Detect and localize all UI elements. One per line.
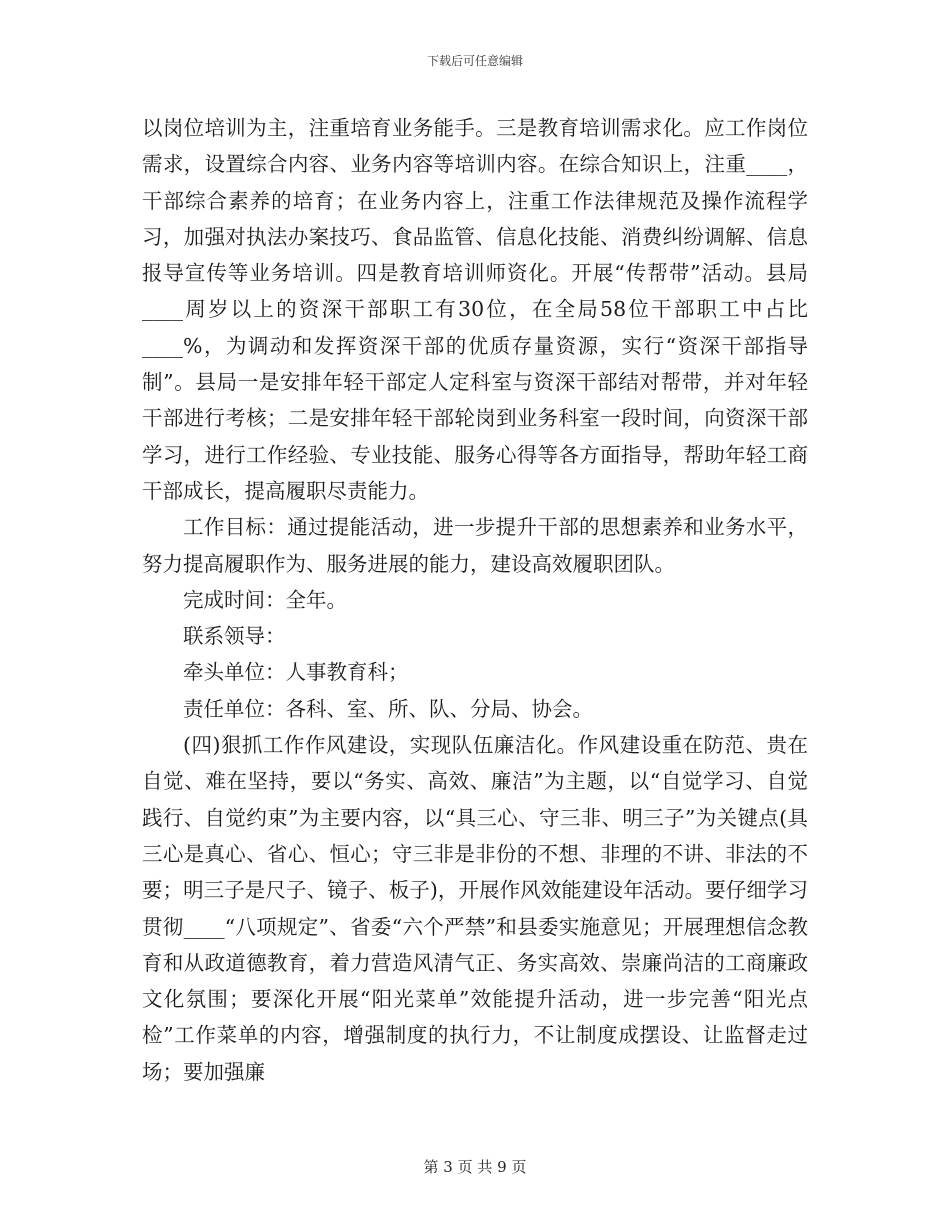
paragraph-lead-unit: 牵头单位：人事教育科； [183,660,409,685]
paragraph-completion-time: 完成时间：全年。 [183,587,347,612]
paragraph-work-goal: 工作目标：通过提能活动，进一步提升干部的思想素养和业务水平，努力提高履职作为、服务进展的能力，建设高效履职团队。 [142,515,808,576]
paragraph-training-continued: 以岗位培训为主，注重培育业务能手。三是教育培训需求化。应工作岗位需求，设置综合内容、业务内容等培训内容。在综合知识上，注重____，干部综合素养的培育；在业务内容上，注重工作法律规范及操作流程学习，加强对执法办案技巧、食品监管、信息化技能、消费纠纷调解、信息报导宣传等业务培训。四是教育培训师资化。开展“传帮带”活动。县局____周岁以上的资深干部职工有30位，在全局58位干部职工中占比____%，为调动和发挥资深干部的优质存量资源，实行“资深干部指导制”。县局一是安排年轻干部定人定科室与资深干部结对帮带，并对年轻干部进行考核；二是安排年轻干部轮岗到业务科室一段时间，向资深干部学习，进行工作经验、专业技能、服务心得等各方面指导，帮助年轻工商干部成长，提高履职尽责能力。 [142,116,808,503]
paragraph-section-four: (四)狠抓工作作风建设，实现队伍廉洁化。作风建设重在防范、贵在自觉、难在坚持，要以“务实、高效、廉洁”为主题，以“自觉学习、自觉践行、自觉约束”为主要内容，以“具三心、守三非、明三子”为关键点(具三心是真心、省心、恒心；守三非是非份的不想、非理的不讲、非法的不要；明三子是尺子、镜子、板子)，开展作风效能建设年活动。要仔细学习贯彻____“八项规定”、省委“六个严禁”和县委实施意见；开展理想信念教育和从政道德教育，着力营造风清气正、务实高效、崇廉尚洁的工商廉政文化氛围；要深化开展“阳光菜单”效能提升活动，进一步完善“阳光点检”工作菜单的内容，增强制度的执行力，不让制度成摆设、让监督走过场；要加强廉 [142,733,808,1084]
page-header: 下载后可任意编辑 [426,54,523,68]
paragraph-responsible-units: 责任单位：各科、室、所、队、分局、协会。 [183,696,593,721]
document-body [142,110,808,1090]
page-number: 第 3 页 共 9 页 [423,1158,527,1176]
paragraph-contact-leader: 联系领导： [183,624,286,649]
